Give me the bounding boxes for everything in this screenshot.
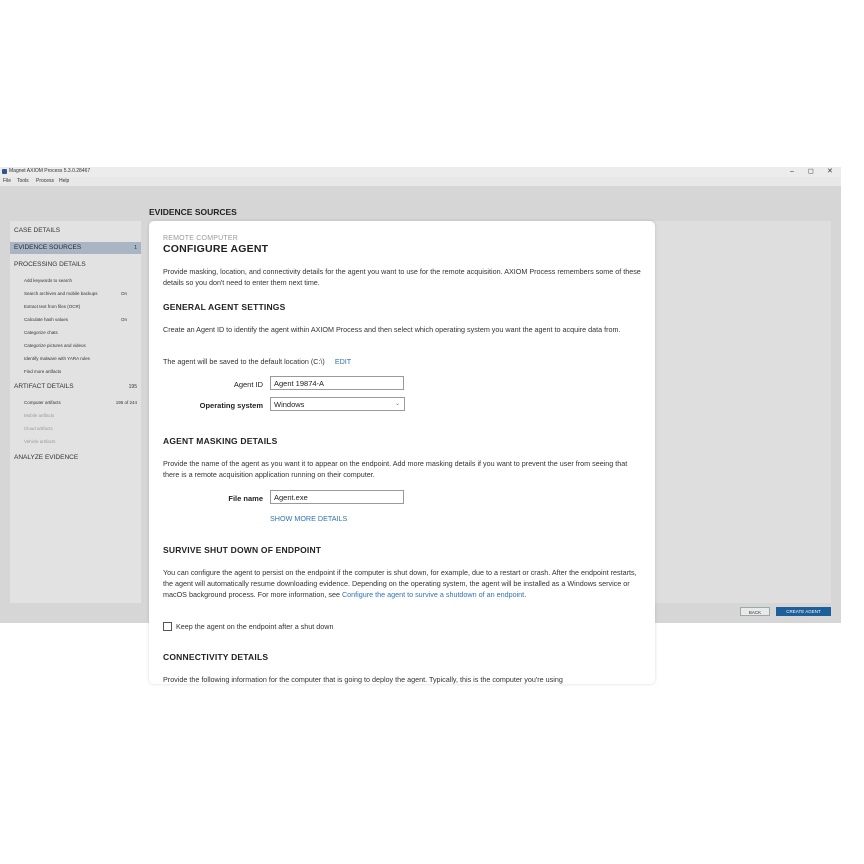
- survive-shutdown-text: [163, 567, 641, 600]
- general-settings-text: Create an Agent ID to identify the agent within AXIOM Process and then select which operating system you want the agent to acquire data from.: [163, 325, 621, 334]
- menu-file[interactable]: File: [3, 178, 12, 184]
- chevron-down-icon: ⌄: [394, 401, 400, 407]
- file-name-input[interactable]: Agent.exe: [270, 490, 404, 504]
- sidebar-item-processing-details[interactable]: PROCESSING DETAILS: [14, 261, 86, 268]
- dialog-subtitle: REMOTE COMPUTER: [163, 235, 238, 242]
- close-icon[interactable]: ✕: [827, 168, 833, 175]
- page-title: EVIDENCE SOURCES: [149, 207, 237, 217]
- general-settings-heading: GENERAL AGENT SETTINGS: [163, 302, 286, 312]
- masking-details-heading: AGENT MASKING DETAILS: [163, 436, 278, 446]
- operating-system-value: Windows: [274, 400, 305, 409]
- sidebar-item-hash-values[interactable]: Calculate hash values: [24, 317, 69, 322]
- create-agent-button[interactable]: CREATE AGENT: [776, 607, 831, 616]
- hash-values-status: On: [120, 317, 127, 322]
- configure-agent-dialog: [149, 221, 655, 684]
- sidebar-item-evidence-sources[interactable]: [10, 242, 141, 254]
- sidebar-item-mobile-artifacts[interactable]: Mobile artifacts: [24, 413, 55, 418]
- keep-agent-checkbox[interactable]: [163, 622, 172, 631]
- window-title: Magnet AXIOM Process 5.3.0.28467: [9, 168, 91, 174]
- sidebar: [10, 221, 141, 603]
- sidebar-item-computer-artifacts[interactable]: Computer artifacts: [24, 400, 61, 405]
- keep-agent-checkbox-label[interactable]: Keep the agent on the endpoint after a shut down: [176, 622, 334, 631]
- survive-shutdown-link[interactable]: Configure the agent to survive a shutdown of an endpoint: [341, 590, 525, 599]
- operating-system-label: Operating system: [199, 401, 263, 410]
- masking-details-text: Provide the name of the agent as you want it to appear on the endpoint. Add more masking details if you want to prevent the user from seeing that there is a remote acquisition application running on their computer.: [163, 459, 628, 479]
- menu-help[interactable]: Help: [59, 178, 70, 184]
- sidebar-item-case-details[interactable]: CASE DETAILS: [14, 227, 61, 234]
- maximize-icon[interactable]: ◻: [808, 168, 814, 175]
- sidebar-item-add-keywords[interactable]: Add keywords to search: [24, 278, 73, 283]
- computer-artifacts-count: 195 of 244: [115, 400, 137, 405]
- survive-shutdown-heading: SURVIVE SHUT DOWN OF ENDPOINT: [163, 545, 322, 555]
- file-name-label: File name: [228, 494, 263, 503]
- sidebar-item-categorize-chats[interactable]: Categorize chats: [24, 330, 58, 335]
- sidebar-item-categorize-pictures[interactable]: Categorize pictures and videos: [24, 343, 86, 348]
- connectivity-heading: CONNECTIVITY DETAILS: [163, 652, 269, 662]
- operating-system-select[interactable]: [270, 397, 405, 411]
- location-text: The agent will be saved to the default location (C:\): [163, 357, 325, 366]
- menu-process[interactable]: Process: [36, 178, 55, 184]
- survive-text-end: .: [524, 590, 527, 599]
- back-button[interactable]: BACK: [740, 607, 770, 616]
- sidebar-item-label: ARTIFACT DETAILS: [14, 383, 74, 390]
- menu-bar: [0, 177, 841, 186]
- menu-tools[interactable]: Tools: [17, 178, 29, 184]
- minimize-icon[interactable]: –: [790, 168, 794, 175]
- sidebar-item-cloud-artifacts[interactable]: Cloud artifacts: [24, 426, 53, 431]
- sidebar-item-artifact-details[interactable]: [10, 381, 141, 393]
- dialog-title: CONFIGURE AGENT: [163, 243, 269, 255]
- sidebar-item-analyze-evidence[interactable]: ANALYZE EVIDENCE: [14, 454, 79, 461]
- sidebar-item-vehicle-artifacts[interactable]: Vehicle artifacts: [24, 439, 56, 444]
- survive-text: You can configure the agent to persist on the endpoint if the computer is shut down, for example, due to a restart or crash. After the endpoint restarts, the agent will automatically resume downloading evidence. Depending on the operating system, the agent will be installed as a Windows service or macOS background process. For more information, see: [163, 568, 637, 599]
- connectivity-text: Provide the following information for the computer that is going to deploy the agent. Typically, this is the computer you're using: [163, 675, 563, 684]
- default-location-text: [163, 356, 641, 367]
- title-bar: [0, 167, 841, 177]
- agent-id-label: Agent ID: [233, 380, 263, 389]
- sidebar-item-find-more-artifacts[interactable]: Find more artifacts: [24, 369, 62, 374]
- sidebar-item-extract-text[interactable]: Extract text from files (OCR): [24, 304, 81, 309]
- agent-id-input[interactable]: Agent 19874-A: [270, 376, 404, 390]
- sidebar-item-yara-rules[interactable]: Identify malware with YARA rules: [24, 356, 90, 361]
- evidence-count-badge: 1: [134, 245, 137, 251]
- artifact-count-badge: 195: [128, 384, 137, 390]
- app-logo-icon: [2, 169, 7, 174]
- edit-location-link[interactable]: EDIT: [334, 357, 352, 366]
- show-more-details-link[interactable]: SHOW MORE DETAILS: [270, 514, 348, 523]
- dialog-intro-text: Provide masking, location, and connectivity details for the agent you want to use for the remote acquisition. AXIOM Process remembers some of these details so you don't need to enter them next time.: [163, 267, 641, 287]
- sidebar-item-search-archives[interactable]: Search archives and mobile backups: [24, 291, 98, 296]
- search-archives-status: On: [120, 291, 127, 296]
- sidebar-item-label: EVIDENCE SOURCES: [14, 244, 82, 251]
